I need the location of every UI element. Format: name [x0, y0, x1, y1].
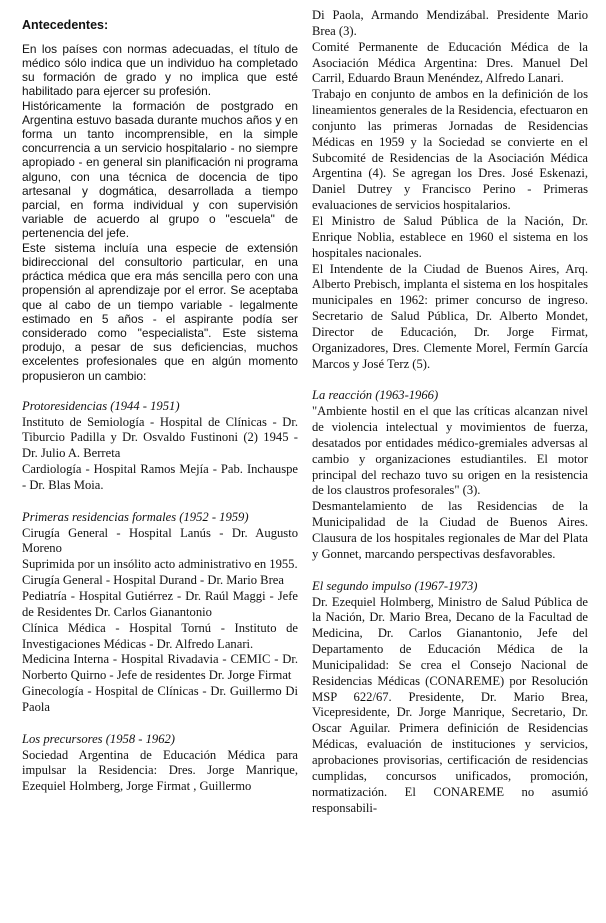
- paragraph: Trabajo en conjunto de ambos en la definición de los lineamientos generales de la Residencia, efectuaron en conjunto las primeras Jornadas de Residencias Médicas en 1959 y la Sociedad se convierte en el Subcomité de Residencias de la Asociación Médica Argentina (4). Se agregan los Dres. José Eskenazi, Daniel Dutrey y Francisco Perino - Primeras evaluaciones de servicios hospitalarios.: [312, 87, 588, 213]
- paragraph: Di Paola, Armando Mendizábal. Presidente Mario Brea (3).: [312, 8, 588, 38]
- list-item: Pediatría - Hospital Gutiérrez - Dr. Raúl Maggi - Jefe de Residentes Dr. Carlos Gianantonio: [22, 589, 298, 619]
- list-item: Cirugía General - Hospital Lanús - Dr. Augusto Moreno: [22, 525, 298, 556]
- precursores-title: Los precursores (1958 - 1962): [22, 731, 175, 746]
- paragraph: Comité Permanente de Educación Médica de la Asociación Médica Argentina: Dres. Manuel Del Carril, Eduardo Braun Menéndez, Alfredo Lanari.: [312, 39, 588, 86]
- list-item: Ginecología - Hospital de Clínicas - Dr. Guillermo Di Paola: [22, 684, 298, 714]
- list-item: Cardiología - Hospital Ramos Mejía - Pab. Inchauspe - Dr. Blas Moia.: [22, 462, 298, 492]
- paragraph: En los países con normas adecuadas, el título de médico sólo indica que un individuo ha completado su formación de grado y no implica que esté habilitado para ejercer su profesión.: [22, 41, 298, 99]
- right-column: [312, 8, 588, 816]
- protoresidencias-title: Protoresidencias (1944 - 1951): [22, 398, 180, 413]
- list-item: Medicina Interna - Hospital Rivadavia - CEMIC - Dr. Norberto Quirno - Jefe de residentes Dr. Jorge Firmat: [22, 652, 298, 683]
- list-item: Clínica Médica - Hospital Tornú - Instituto de Investigaciones Médicas - Dr. Alfredo Lanari.: [22, 620, 298, 651]
- paragraph: El Ministro de Salud Pública de la Nación, Dr. Enrique Noblia, establece en 1960 el sistema en los hospitales nacionales.: [312, 213, 588, 260]
- paragraph: El Intendente de la Ciudad de Buenos Aires, Arq. Alberto Prebisch, implanta el sistema en los hospitales municipales en 1962: primer concurso de ingreso. Secretario de Salud Pública, Dr. Alberto Mondet, Director de Educación, Dr. Jorge Firmat, Organizadores, Dres. Clemente Morel, Fermín García Marcos y José Terz (5).: [312, 261, 588, 371]
- paragraph: "Ambiente hostil en el que las críticas alcanzan nivel de violencia intelectual y movimientos de fuerza, desatados por entidades médico-gremiales adversas al cambio y organizaciones estudiantiles. El motor principal del rechazo tuvo su origen en la resistencia de los claustros profesorales" (3).: [312, 404, 588, 498]
- list-item: Cirugía General - Hospital Durand - Dr. Mario Brea: [22, 573, 284, 588]
- left-column: [22, 18, 298, 795]
- segundo-impulso-title: El segundo impulso (1967-1973): [312, 578, 478, 593]
- paragraph: Desmantelamiento de las Residencias de la Municipalidad de la Ciudad de Buenos Aires. Clausura de los hospitales regionales de Mar del Plata y Gonnet, marcando perspectivas desfavorables.: [312, 499, 588, 561]
- paragraph: Dr. Ezequiel Holmberg, Ministro de Salud Pública de la Nación, Dr. Mario Brea, Decano de la Facultad de Medicina, Dr. Carlos Gianantonio, Jefe del Departamento de Educación Médica de la Municipalidad: Se crea el Consejo Nacional de Residencias Médicas (CONAREME) por Resolución MSP 622/67. Presidente, Dr. Mario Brea, Vicepresidente, Dr. Jorge Manrique, Secretario, Dr. Oscar Aguilar. Primera definición de Residencias Médicas, evaluación de instituciones y servicios, aprobaciones provisorias, certificación de residencias cumplidas, concursos unificados, promoción, normatización. El CONAREME no asumió responsabili-: [312, 594, 588, 815]
- paragraph: Este sistema incluía una especie de extensión bidireccional del consultorio particular, en una práctica médica que era más sencilla pero con una propensión al aprendizaje por el error. Se aceptaba que al cabo de un tiempo variable - legalmente estimado en 5 años - el aspirante podía ser considerado como "especialista". Este sistema produjo, a pesar de sus deficiencias, muchos excelentes profesionales que en algún momento propusieron un cambio:: [22, 240, 298, 383]
- list-item: Instituto de Semiología - Hospital de Clínicas - Dr. Tiburcio Padilla y Dr. Osvaldo Fustinoni (2) 1945 - Dr. Julio A. Berreta: [22, 414, 298, 461]
- section-heading: Antecedentes:: [22, 18, 109, 32]
- list-item: Sociedad Argentina de Educación Médica para impulsar la Residencia: Dres. Jorge Manrique, Ezequiel Holmberg, Jorge Firmat , Guillermo: [22, 747, 298, 794]
- list-item: Suprimida por un insólito acto administrativo en 1955.: [22, 557, 298, 572]
- paragraph: Históricamente la formación de postgrado en Argentina estuvo basada durante muchos años y en forma un tanto incomprensible, en la simple concurrencia a un servicio hospitalario - no siempre apropiado - en general sin planificación ni programa alguno, con una técnica de docencia de tipo artesanal y dogmática, desarrollada a tiempo parcial, en forma individual y con supervisión variable de acuerdo al grupo o "escuela" de pertenencia del jefe.: [22, 98, 298, 241]
- reaccion-title: La reacción (1963-1966): [312, 388, 439, 403]
- primeras-residencias-title: Primeras residencias formales (1952 - 1959): [22, 509, 249, 524]
- intro-text: [22, 42, 298, 383]
